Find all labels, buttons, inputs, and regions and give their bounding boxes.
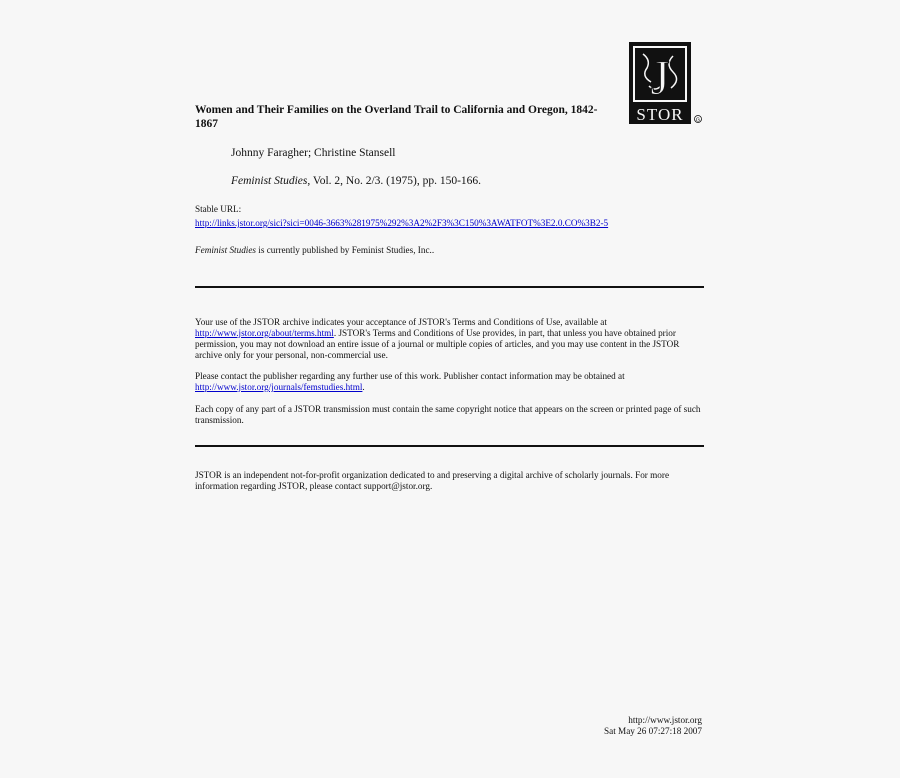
publisher-contact-paragraph: Please contact the publisher regarding any further use of this work. Publisher contact information may be obtained at http://www.jstor.org/journals/femstudies.html. — [195, 371, 625, 392]
stable-url-link[interactable]: http://links.jstor.org/sici?sici=0046-3663%281975%292%3A2%2F3%3C150%3AWATFOT%3E2.0.CO%3B2-5 — [195, 218, 609, 228]
about-jstor: JSTOR is an independent not-for-profit organization dedicated to and preserving a digital archive of scholarly journals. For more information regarding JSTOR, please contact support@jstor.org. — [195, 470, 670, 491]
svg-text:G: G — [696, 117, 700, 124]
divider-bottom — [195, 445, 704, 447]
logo-letter: J — [650, 49, 670, 105]
divider-top — [195, 286, 704, 288]
citation: Feminist Studies, Vol. 2, No. 2/3. (1975), pp. 150-166. — [231, 175, 482, 187]
publisher-note: Feminist Studies is currently published by Feminist Studies, Inc.. — [195, 245, 435, 255]
publisher-contact-link[interactable]: http://www.jstor.org/journals/femstudies.html — [195, 382, 363, 392]
terms-link[interactable]: http://www.jstor.org/about/terms.html — [195, 328, 334, 338]
stable-url-label: Stable URL: — [195, 204, 242, 214]
footer — [604, 715, 702, 737]
journal-name: Feminist Studies — [231, 175, 308, 187]
article-title: Women and Their Families on the Overland Trail to California and Oregon, 1842-1867 — [195, 104, 598, 130]
footer-timestamp: Sat May 26 07:27:18 2007 — [604, 726, 702, 736]
logo-text: STOR — [636, 105, 684, 124]
terms-paragraph: Your use of the JSTOR archive indicates your acceptance of JSTOR's Terms and Conditions of Use, available at http://www.jstor.org/about/terms.html. JSTOR's Terms and Conditions of Use provides, in part, that unless you have obtained prior permission, you may not download an entire issue of a journal or multiple copies of articles, and you may use content in the JSTOR archive only for your personal, non-commercial use. — [195, 317, 680, 360]
copyright-paragraph: Each copy of any part of a JSTOR transmission must contain the same copyright notice that appears on the screen or printed page of such transmission. — [195, 404, 701, 425]
authors: Johnny Faragher; Christine Stansell — [231, 147, 396, 159]
footer-url: http://www.jstor.org — [628, 715, 702, 725]
jstor-logo — [629, 42, 703, 124]
